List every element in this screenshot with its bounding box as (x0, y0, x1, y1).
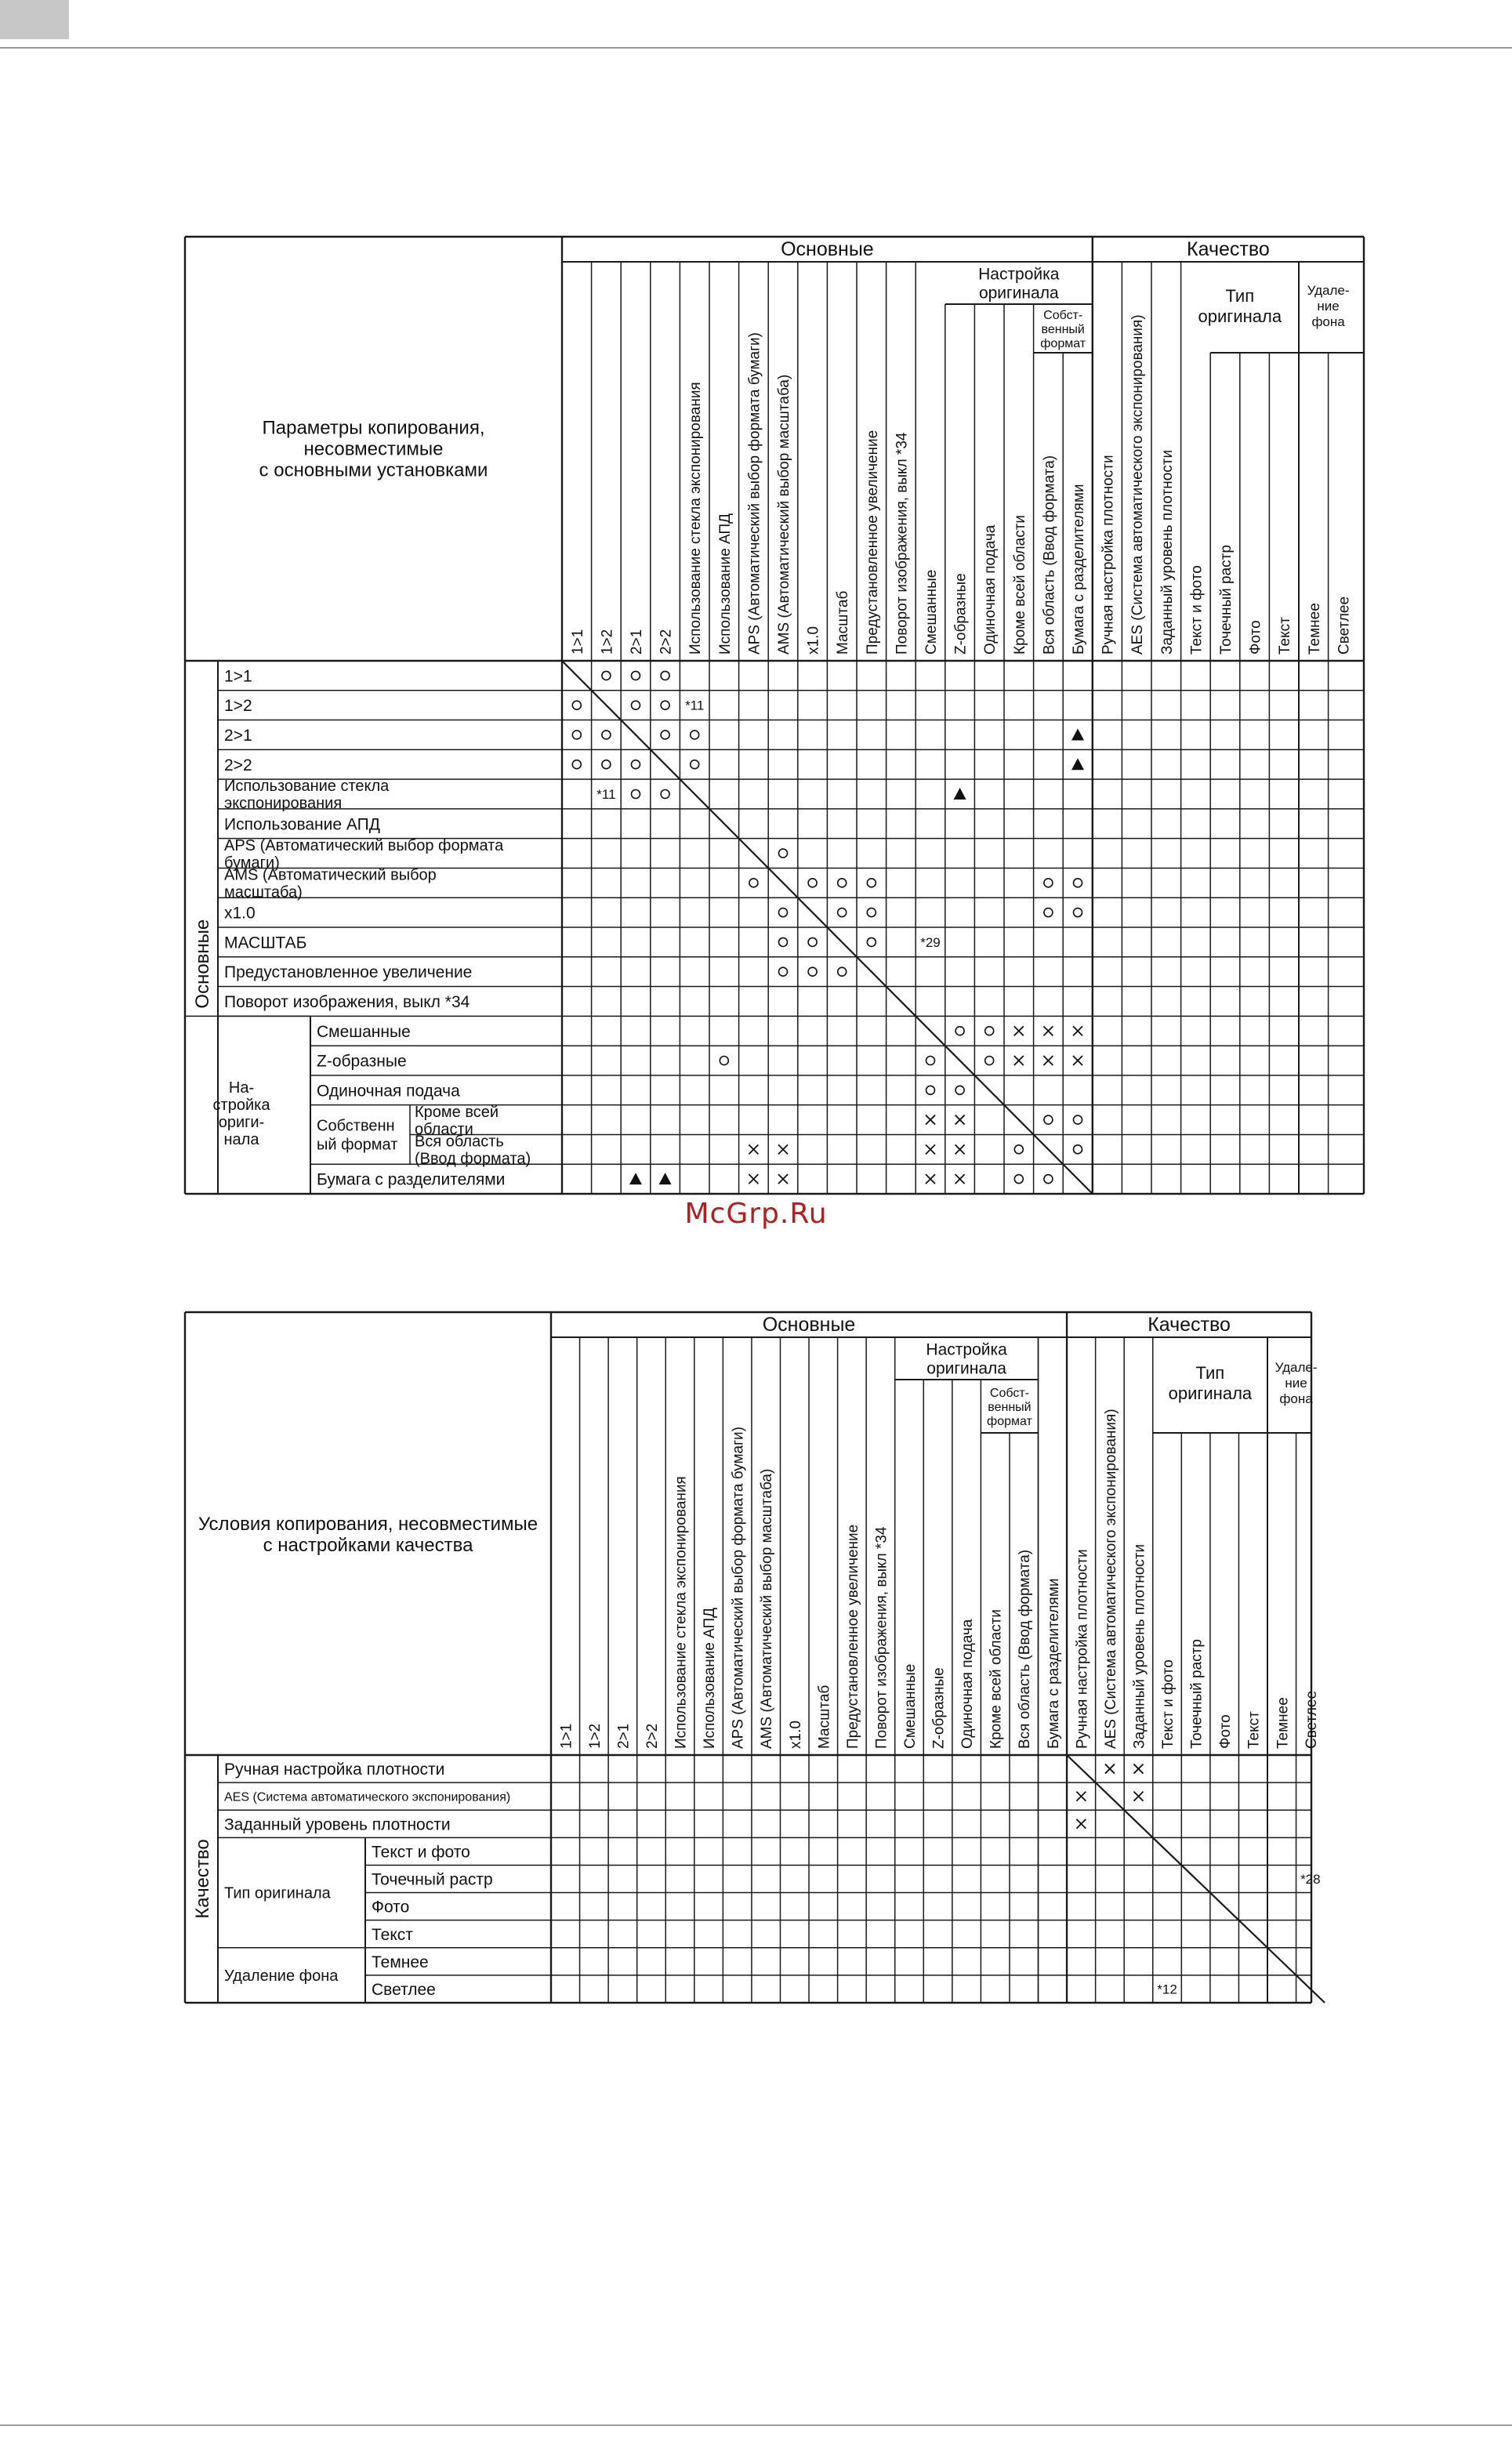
group-header-quality: Качество (1187, 238, 1270, 260)
mark-note: *29 (920, 934, 941, 950)
row-label: (Ввод формата) (415, 1150, 531, 1168)
column-header: Использование стекла экспонирования (687, 382, 705, 655)
column-header: 2>2 (644, 1723, 661, 1749)
group-header-quality: Качество (1148, 1314, 1231, 1336)
column-header: Темнее (1306, 603, 1323, 655)
column-header: Светлее (1336, 596, 1353, 655)
subheader-original-setup: оригинала (926, 1359, 1006, 1378)
row-group-label-quality: Качество (192, 1839, 213, 1919)
column-header: Одиночная подача (959, 1619, 977, 1749)
column-header: AMS (Автоматический выбор масштаба) (776, 374, 792, 655)
column-header: Ручная настройка плотности (1074, 1549, 1091, 1749)
row-subgroup-background-removal: Удаление фона (224, 1967, 339, 1985)
row-label: x1.0 (224, 904, 256, 923)
row-subgroup-original-setup: нала (223, 1130, 259, 1148)
subheader-background-removal: фона (1279, 1391, 1313, 1407)
column-header: Точечный растр (1218, 545, 1235, 655)
row-subgroup-original-type: Тип оригинала (224, 1884, 331, 1902)
column-header: 2>1 (629, 629, 645, 655)
column-header: Темнее (1275, 1697, 1292, 1749)
row-label: экспонирования (224, 795, 343, 813)
mark-circle (779, 937, 788, 946)
column-header: Заданный уровень плотности (1131, 1543, 1148, 1749)
row-label: 1>2 (224, 697, 252, 716)
mark-circle (691, 760, 699, 769)
row-label: Поворот изображения, выкл *34 (224, 993, 470, 1012)
column-header: APS (Автоматический выбор формата бумаги) (730, 1427, 747, 1749)
mark-circle (1014, 1175, 1023, 1184)
mark-circle (1074, 879, 1082, 887)
subheader-original-setup: Настройка (978, 265, 1060, 284)
column-header: Кроме всей области (988, 1608, 1005, 1749)
row-label: Ручная настройка плотности (224, 1761, 445, 1779)
subheader-background-removal: ние (1285, 1376, 1307, 1391)
mark-triangle (659, 1173, 672, 1184)
row-label: 1>1 (224, 667, 252, 686)
bottom-rule (0, 2424, 1512, 2426)
mark-circle (661, 701, 669, 709)
row-label: Текст (372, 1925, 413, 1944)
mark-triangle (954, 788, 966, 800)
mark-circle (867, 908, 876, 917)
row-label: Кроме всей (415, 1103, 499, 1121)
row-label: APS (Автоматический выбор формата (224, 836, 504, 854)
row-label: 2>1 (224, 727, 252, 745)
row-label: Предустановленное увеличение (224, 963, 473, 982)
column-header: Использование АПД (702, 1607, 719, 1749)
column-header: AES (Система автоматического экспонирования) (1129, 314, 1147, 655)
diagonal-line (1067, 1755, 1325, 2003)
column-header: Смешанные (902, 1663, 919, 1749)
mark-circle (1074, 1145, 1082, 1154)
mark-circle (632, 790, 640, 799)
subheader-original-type: Тип (1225, 285, 1255, 306)
mark-circle (926, 1086, 935, 1094)
mark-circle (749, 879, 758, 887)
row-label: AES (Система автоматического экспонирования) (224, 1790, 511, 1804)
mark-circle (1014, 1145, 1023, 1154)
mark-circle (838, 908, 847, 917)
subheader-background-removal: ние (1317, 299, 1340, 314)
mark-circle (1044, 879, 1053, 887)
column-header: Текст (1245, 1711, 1263, 1749)
row-label: бумаги) (224, 854, 280, 872)
column-header: Бумага с разделителями (1071, 484, 1087, 655)
mark-circle (720, 1057, 728, 1065)
mark-circle (955, 1027, 964, 1035)
subheader-background-removal: Удале- (1307, 283, 1350, 299)
mark-note: *28 (1300, 1872, 1321, 1887)
subheader-original-type: оригинала (1168, 1383, 1253, 1403)
column-header: Поворот изображения, выкл *34 (894, 432, 911, 655)
mark-circle (632, 760, 640, 769)
subheader-background-removal: Удале- (1275, 1360, 1318, 1376)
row-label: Использование АПД (224, 815, 380, 834)
row-group-label-basic: Основные (192, 919, 213, 1009)
mark-circle (1044, 1175, 1053, 1184)
mark-note: *12 (1157, 1982, 1177, 1997)
mark-note: *11 (596, 787, 616, 802)
mark-circle (602, 760, 611, 769)
mark-triangle (629, 1173, 642, 1184)
mark-circle (867, 879, 876, 887)
column-header: Фото (1247, 620, 1264, 655)
subheader-custom-format: формат (1040, 336, 1086, 350)
subheader-custom-format: венный (988, 1400, 1032, 1414)
column-header: Z-образные (930, 1667, 948, 1749)
group-header-basic: Основные (781, 238, 874, 260)
subheader-original-setup: Настройка (926, 1340, 1007, 1359)
mark-circle (955, 1086, 964, 1094)
mark-circle (572, 731, 581, 739)
mark-circle (867, 937, 876, 946)
mark-circle (602, 671, 611, 680)
row-subgroup-custom-format: ый формат (317, 1136, 398, 1154)
column-header: Заданный уровень плотности (1158, 449, 1176, 655)
mark-circle (779, 908, 788, 917)
column-header: Вся область (Ввод формата) (1041, 455, 1058, 655)
column-header: Светлее (1303, 1690, 1320, 1749)
mark-circle (572, 760, 581, 769)
column-header: Вся область (Ввод формата) (1017, 1549, 1034, 1749)
row-label: Использование стекла (224, 778, 390, 796)
column-header: 1>1 (569, 629, 586, 655)
column-header: AMS (Автоматический выбор масштаба) (759, 1468, 776, 1749)
column-header: 1>2 (599, 629, 616, 655)
row-label: Смешанные (317, 1022, 411, 1041)
corner-title: Параметры копирования, (262, 417, 485, 439)
row-label: Светлее (372, 1981, 436, 2000)
subheader-custom-format: Собст- (989, 1386, 1030, 1400)
column-header: x1.0 (787, 1721, 804, 1749)
row-label: Z-образные (317, 1052, 407, 1071)
column-header: Смешанные (923, 569, 940, 655)
row-label: Темнее (372, 1953, 429, 1971)
mark-circle (661, 671, 669, 680)
mark-circle (808, 967, 817, 976)
mark-circle (808, 937, 817, 946)
column-header: Предустановленное увеличение (844, 1524, 861, 1749)
column-header: x1.0 (805, 626, 822, 655)
quality-incompatibility-table (185, 1312, 1325, 2003)
mark-circle (661, 731, 669, 739)
subheader-background-removal: фона (1311, 314, 1345, 330)
column-header: Использование АПД (716, 513, 734, 655)
column-header: Ручная настройка плотности (1100, 455, 1117, 655)
basic-incompatibility-table (185, 237, 1364, 1194)
row-label: AMS (Автоматический выбор (224, 866, 437, 884)
mark-circle (1044, 1115, 1053, 1124)
column-header: Текст и фото (1188, 565, 1206, 655)
column-header: Точечный растр (1188, 1639, 1206, 1749)
column-header: Бумага с разделителями (1045, 1578, 1062, 1749)
watermark-text: McGrp.Ru (684, 1198, 828, 1230)
column-header: AES (Система автоматического экспонирования) (1102, 1409, 1119, 1749)
corner-title: с основными установками (259, 459, 488, 481)
mark-circle (985, 1027, 994, 1035)
row-label: Фото (372, 1898, 410, 1917)
row-subgroup-original-setup: На- (228, 1079, 255, 1097)
mark-triangle (1071, 758, 1084, 770)
corner-title: несовместимые (303, 438, 444, 460)
mark-circle (779, 849, 788, 858)
column-header: Одиночная подача (982, 524, 999, 655)
subheader-original-type: оригинала (1198, 306, 1282, 326)
row-label: Текст и фото (372, 1843, 470, 1862)
mark-circle (926, 1057, 935, 1065)
column-header: Масштаб (816, 1685, 833, 1749)
column-header: 2>1 (615, 1723, 633, 1749)
mark-circle (838, 879, 847, 887)
column-header: Предустановленное увеличение (864, 430, 881, 655)
column-header: Использование стекла экспонирования (673, 1476, 690, 1749)
mark-circle (1074, 908, 1082, 917)
mark-circle (1044, 908, 1053, 917)
column-header: 2>2 (658, 629, 675, 655)
row-label: области (415, 1120, 473, 1138)
subheader-original-setup: оригинала (978, 284, 1059, 303)
row-label: Точечный растр (372, 1870, 493, 1889)
column-header: Текст и фото (1160, 1659, 1177, 1749)
subheader-original-type: Тип (1195, 1362, 1225, 1383)
mark-circle (632, 671, 640, 680)
mark-circle (572, 701, 581, 709)
mark-triangle (1071, 728, 1084, 740)
column-header: Фото (1217, 1714, 1235, 1749)
mark-circle (808, 879, 817, 887)
mark-circle (779, 967, 788, 976)
mark-circle (632, 701, 640, 709)
row-label: Бумага с разделителями (317, 1170, 506, 1189)
mark-circle (1074, 1115, 1082, 1124)
corner-title: с настройками качества (263, 1535, 473, 1557)
column-header: 1>1 (558, 1723, 575, 1749)
mark-circle (691, 731, 699, 739)
mark-circle (838, 967, 847, 976)
group-header-basic: Основные (762, 1314, 856, 1336)
mark-note: *11 (685, 698, 705, 713)
row-subgroup-original-setup: стройка (212, 1096, 270, 1114)
mark-circle (985, 1057, 994, 1065)
mark-circle (661, 790, 669, 799)
subheader-custom-format: Собст- (1043, 308, 1083, 322)
column-header: APS (Автоматический выбор формата бумаги) (746, 332, 763, 655)
row-subgroup-custom-format: Собственн (317, 1117, 395, 1135)
corner-title: Условия копирования, несовместимые (198, 1514, 538, 1536)
row-label: Заданный уровень плотности (224, 1815, 451, 1834)
column-header: 1>2 (586, 1723, 604, 1749)
row-label: Одиночная подача (317, 1082, 460, 1101)
column-header: Текст (1277, 617, 1294, 655)
subheader-custom-format: венный (1041, 322, 1085, 336)
column-header: Масштаб (835, 590, 852, 655)
mark-circle (602, 731, 611, 739)
row-label: Вся область (415, 1133, 504, 1151)
row-label: МАСШТАБ (224, 934, 307, 952)
column-header: Кроме всей области (1011, 514, 1028, 655)
row-label: масштаба) (224, 883, 303, 901)
column-header: Поворот изображения, выкл *34 (873, 1526, 890, 1749)
row-subgroup-original-setup: ориги- (218, 1113, 265, 1131)
subheader-custom-format: формат (987, 1414, 1032, 1428)
column-header: Z-образные (952, 573, 970, 655)
row-label: 2>2 (224, 756, 252, 774)
